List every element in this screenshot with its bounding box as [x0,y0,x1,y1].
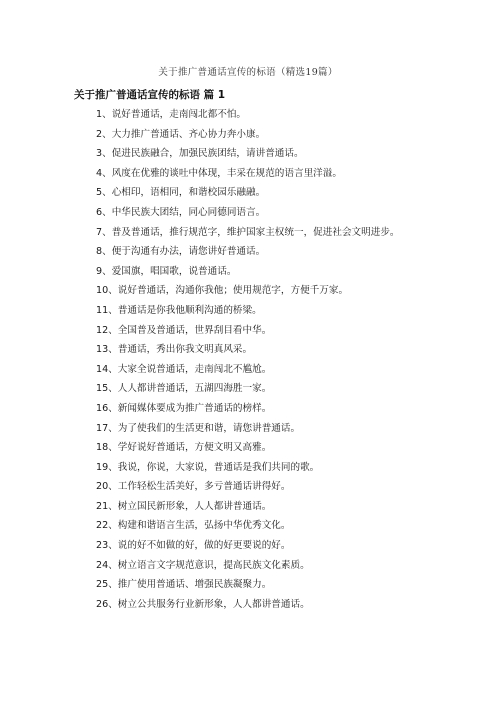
list-item: 11、普通话是你我他顺利沟通的桥梁。 [96,304,262,316]
document-title: 关于推广普通话宣传的标语（精选19篇） [158,67,338,78]
list-item: 20、工作轻松生活美好，多亏普通话讲得好。 [96,481,291,493]
slogan-list [74,105,434,614]
section-heading: 关于推广普通话宣传的标语 篇 1 [74,89,226,101]
list-item: 8、便于沟通有办法，请您讲好普通话。 [96,246,266,258]
list-item: 2、大力推广普通话、齐心协力奔小康。 [96,128,266,140]
list-item: 23、说的好不如做的好，做的好更要说的好。 [96,540,291,552]
list-item: 3、促进民族融合，加强民族团结，请讲普通话。 [96,148,304,160]
list-item: 17、为了使我们的生活更和谐，请您讲普通话。 [96,422,301,434]
list-item: 12、全国普及普通话，世界刮目看中华。 [96,324,272,336]
list-item: 10、说好普通话，沟通你我他；使用规范字，方便千万家。 [96,285,349,297]
list-item: 16、新闻媒体要成为推广普通话的榜样。 [96,402,272,414]
list-item: 6、中华民族大团结，同心同德同语言。 [96,206,266,218]
list-item: 4、风度在优雅的谈吐中体现，丰采在规范的语言里洋溢。 [96,167,342,179]
list-item: 18、学好说好普通话，方便文明又高雅。 [96,442,272,454]
list-item: 21、树立国民新形象，人人都讲普通话。 [96,500,272,512]
list-item: 25、推广使用普通话、增强民族凝聚力。 [96,579,272,591]
list-item: 22、构建和谐语言生活，弘扬中华优秀文化。 [96,520,291,532]
list-item: 19、我说，你说，大家说，普通话是我们共同的歌。 [96,461,320,473]
list-item: 15、人人都讲普通话，五湖四海胜一家。 [96,383,272,395]
list-item: 14、大家全说普通话，走南闯北不尴尬。 [96,363,272,375]
list-item: 26、树立公共服务行业新形象，人人都讲普通话。 [96,598,310,610]
list-item: 9、爱国旗，唱国歌，说普通话。 [96,265,237,277]
list-item: 24、树立语言文字规范意识，提高民族文化素质。 [96,559,310,571]
list-item: 7、普及普通话，推行规范字，维护国家主权统一，促进社会文明进步。 [96,226,400,238]
list-item: 13、普通话，秀出你我文明真风采。 [96,344,253,356]
list-item: 5、心相印，语相同，和谐校园乐融融。 [96,187,266,199]
list-item: 1、说好普通话，走南闯北都不怕。 [96,109,247,120]
